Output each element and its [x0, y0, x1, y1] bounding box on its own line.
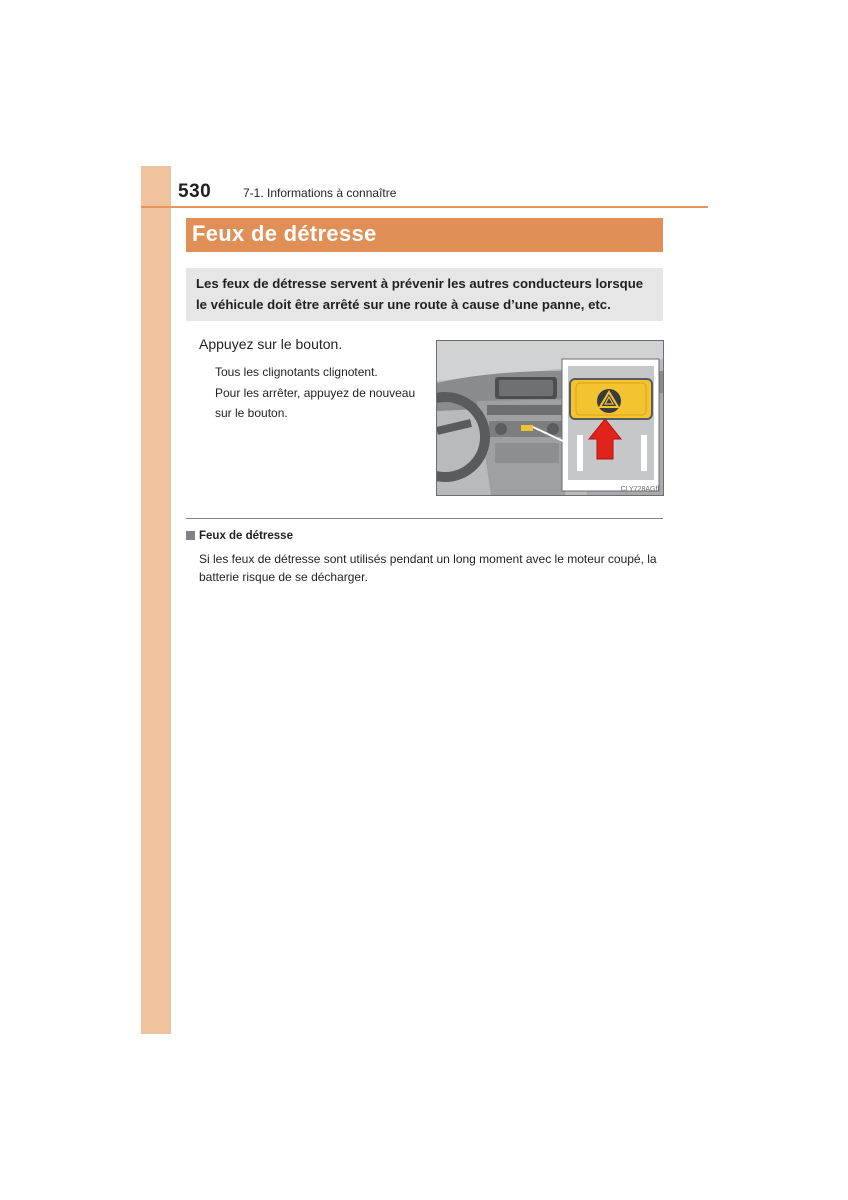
note-heading-text: Feux de détresse	[199, 530, 293, 542]
dashboard-drawing	[437, 341, 663, 495]
chapter-side-tab	[141, 166, 171, 1034]
intro-text: Les feux de détresse servent à prévenir les autres conducteurs lorsque le véhicule doit être arrêté sur une route à cause d’une panne, etc.	[196, 276, 644, 312]
figure-reference-code: CLY728AGfl	[620, 486, 659, 493]
page-title: Feux de détresse	[192, 221, 377, 246]
title-bar	[186, 218, 663, 252]
step-detail-line: Pour les arrêter, appuyez de nouveau	[215, 385, 416, 400]
square-bullet-icon	[186, 531, 195, 540]
step-detail-line: Tous les clignotants clignotent.	[215, 365, 378, 379]
hazard-button-small	[521, 425, 533, 431]
dashboard-illustration	[436, 340, 664, 496]
step-instruction: Appuyez sur le bouton.	[199, 336, 343, 352]
header-divider	[141, 206, 708, 208]
page-number: 530	[178, 181, 212, 202]
section-label: 7-1. Informations à connaître	[243, 186, 397, 200]
note-heading	[186, 530, 293, 542]
intro-box	[186, 268, 663, 321]
step-detail-line: sur le bouton.	[215, 406, 288, 420]
note-body: Si les feux de détresse sont utilisés pendant un long moment avec le moteur coupé, la batterie risque de se décharger.	[199, 552, 657, 584]
note-divider	[186, 518, 663, 519]
step-details	[215, 362, 430, 424]
